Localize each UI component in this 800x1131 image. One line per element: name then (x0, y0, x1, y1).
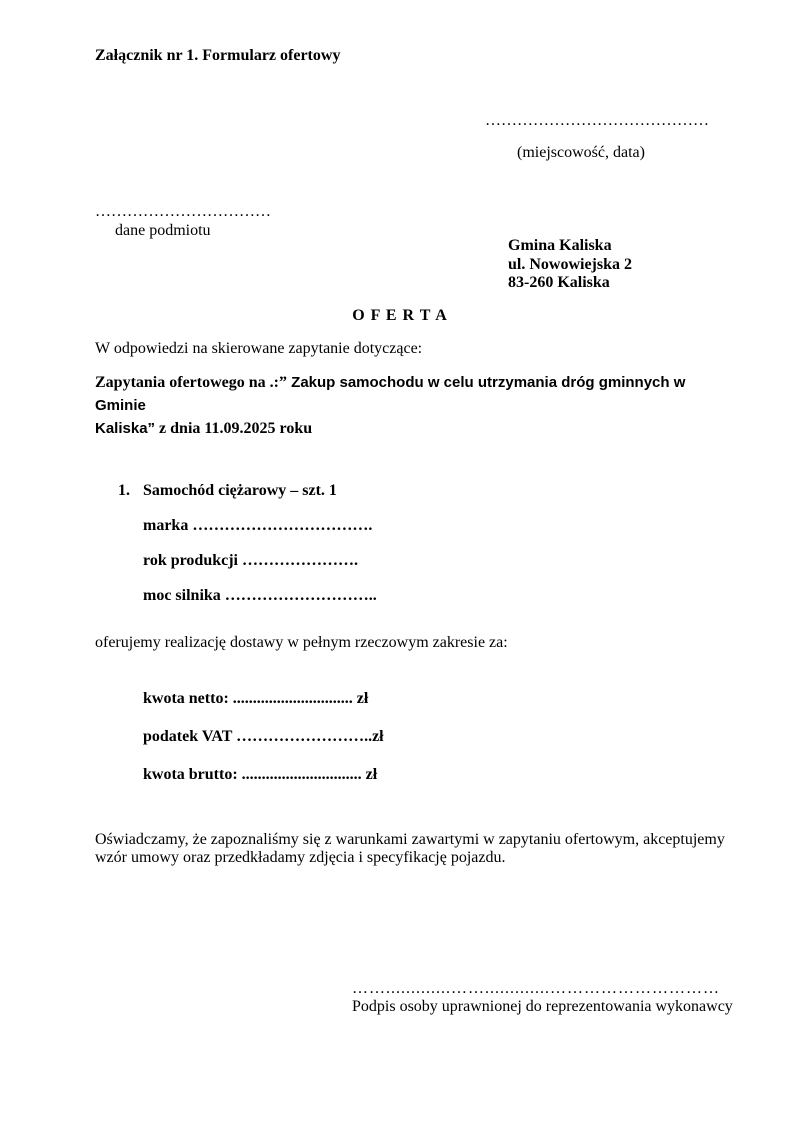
subject-line-1 (95, 371, 735, 417)
entity-block (95, 202, 271, 240)
subject-line2-sans: Kaliska” (95, 420, 156, 437)
attachment-title: Załącznik nr 1. Formularz ofertowy (95, 47, 341, 64)
recipient-city: 83-260 Kaliska (508, 274, 610, 291)
signature-block (352, 980, 733, 1016)
recipient-name: Gmina Kaliska (508, 237, 612, 254)
amount-brutto: kwota brutto: .............................. zł (143, 766, 378, 783)
field-marka: marka ……………………………. (143, 517, 373, 534)
item-number: 1. (118, 482, 130, 499)
place-date-label: (miejscowość, data) (517, 144, 645, 161)
place-date-fill-line: …………………………………… (485, 112, 709, 129)
subject-text (95, 371, 735, 440)
subject-line2-serif: z dnia 11.09.2025 roku (155, 420, 313, 437)
declaration-text: Oświadczamy, że zapoznaliśmy się z warunkami zawartymi w zapytaniu ofertowym, akceptujemy wzór umowy oraz przedkładamy zdjęcia i specyfikację pojazdu. (95, 831, 725, 866)
amount-vat: podatek VAT ……………………..zł (143, 728, 384, 745)
signature-label: Podpis osoby uprawnionej do reprezentowania wykonawcy (352, 998, 733, 1015)
offer-heading: O F E R T A (352, 307, 448, 324)
signature-fill-line: …….............…….............………………………… (352, 980, 720, 997)
subject-line-2 (95, 417, 735, 440)
field-moc-silnika: moc silnika ……………………….. (143, 587, 377, 604)
subject-line1-serif: Zapytania ofertowego na .:” (95, 374, 287, 391)
item-title: Samochód ciężarowy – szt. 1 (143, 482, 337, 499)
place-date-block (485, 111, 709, 162)
entity-fill-line: …………………………… (95, 203, 271, 220)
amount-netto: kwota netto: .............................. zł (143, 690, 369, 707)
subject-line1-sans: Zakup samochodu w celu utrzymania dróg gminnych w Gminie (95, 374, 686, 414)
recipient-block (508, 237, 632, 293)
entity-label: dane podmiotu (115, 222, 211, 239)
recipient-street: ul. Nowowiejska 2 (508, 255, 633, 273)
intro-text: W odpowiedzi na skierowane zapytanie dotyczące: (95, 340, 423, 357)
offer-intro-text: oferujemy realizację dostawy w pełnym rzeczowym zakresie za: (95, 634, 508, 651)
item-row (118, 481, 337, 500)
field-rok-produkcji: rok produkcji …………………. (143, 552, 358, 569)
